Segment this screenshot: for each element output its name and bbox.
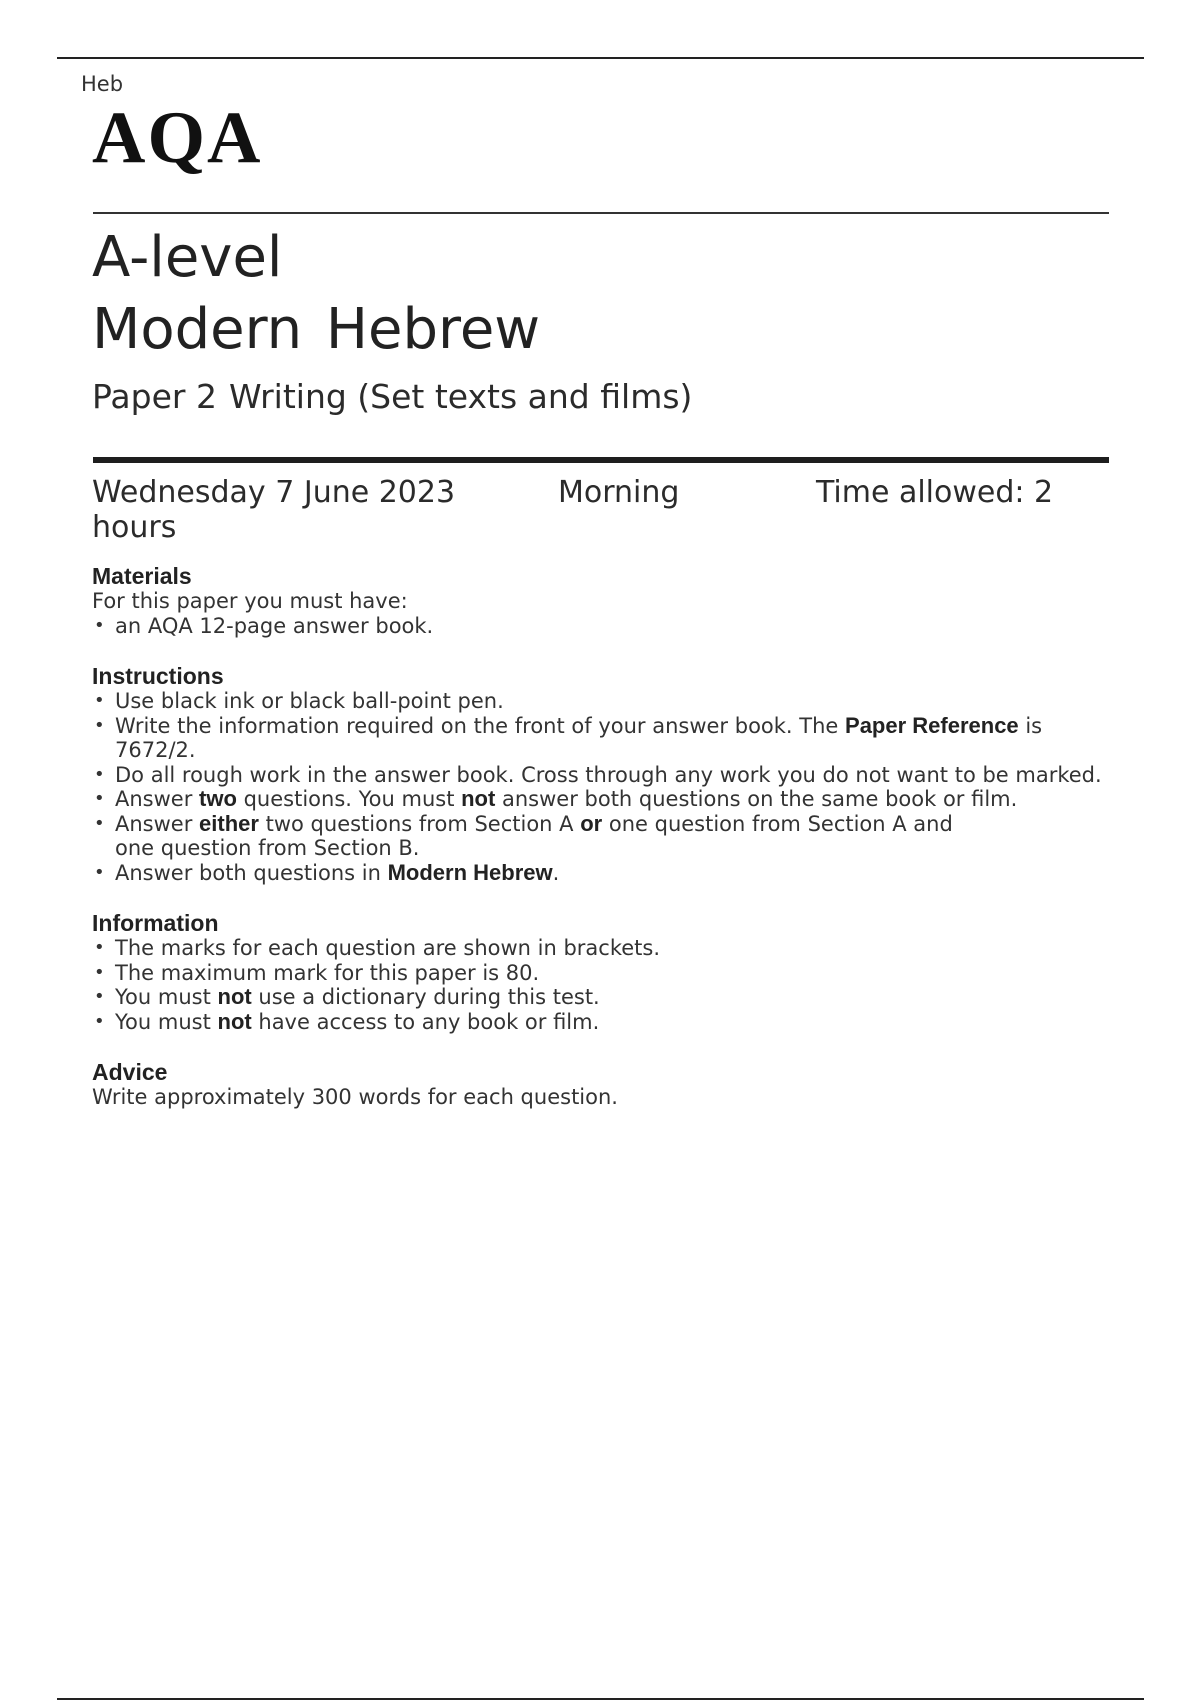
materials-list — [92, 614, 1112, 639]
list-item: • an AQA 12-page answer book. — [94, 613, 434, 638]
exam-session: Morning — [558, 475, 680, 510]
top-rule — [57, 57, 1144, 59]
advice-text: Write approximately 300 words for each question. — [92, 1085, 618, 1109]
instructions-list — [92, 689, 1112, 885]
paper-number: Paper 2 — [92, 377, 217, 416]
title-divider — [93, 457, 1109, 463]
advice-heading: Advice — [92, 1059, 168, 1085]
paper-name: Writing (Set texts and films) — [228, 377, 693, 416]
information-list — [92, 936, 1112, 1034]
bullet-icon: • — [94, 763, 105, 785]
bullet-icon: • — [94, 961, 105, 983]
list-item: • Answer both questions in Modern Hebrew. — [94, 859, 560, 885]
list-item: • You must not have access to any book or film. — [94, 1008, 600, 1034]
instructions-heading: Instructions — [92, 663, 224, 689]
bullet-icon: • — [94, 937, 105, 958]
qualification-level: A-level — [92, 225, 283, 290]
instructions-section — [92, 663, 1112, 885]
bullet-icon: • — [94, 788, 105, 809]
list-item: • Use black ink or black ball-point pen. — [94, 689, 504, 713]
exam-date: Wednesday 7 June 2023 — [92, 475, 456, 510]
list-item: • The marks for each question are shown in brackets. — [94, 936, 661, 960]
list-item: • Write the information required on the front of your answer book. The Paper Reference is 7672/2. — [94, 712, 1043, 762]
bullet-icon: • — [94, 1010, 105, 1032]
materials-heading: Materials — [92, 563, 192, 589]
information-section — [92, 910, 1112, 1034]
paper-title — [92, 377, 692, 417]
subject-title: Modern Hebrew — [92, 297, 541, 362]
materials-section — [92, 563, 1112, 638]
information-heading: Information — [92, 910, 219, 936]
subject-code: Heb — [81, 72, 124, 96]
materials-intro: For this paper you must have: — [92, 589, 408, 613]
list-item: • You must not use a dictionary during this test. — [94, 984, 600, 1009]
exam-meta — [92, 475, 1112, 545]
bullet-icon: • — [94, 714, 105, 736]
list-item: • The maximum mark for this paper is 80. — [94, 960, 540, 985]
header-divider — [93, 212, 1109, 214]
front-matter — [92, 563, 1112, 1135]
advice-section — [92, 1059, 1112, 1110]
list-item: • Answer either two questions from Section A or one question from Section A and one question from Section B. — [94, 810, 953, 860]
list-item: • Answer two questions. You must not answer both questions on the same book or film. — [94, 786, 1018, 811]
bullet-icon: • — [94, 861, 105, 883]
aqa-logo: AQA — [92, 97, 263, 179]
list-item: • Do all rough work in the answer book. Cross through any work you do not want to be marked. — [94, 762, 1102, 787]
time-allowed: Time allowed: 2 hours — [92, 475, 1054, 545]
bullet-icon: • — [94, 614, 105, 636]
bullet-icon: • — [94, 690, 105, 711]
bullet-icon: • — [94, 986, 105, 1007]
bullet-icon: • — [94, 812, 105, 834]
